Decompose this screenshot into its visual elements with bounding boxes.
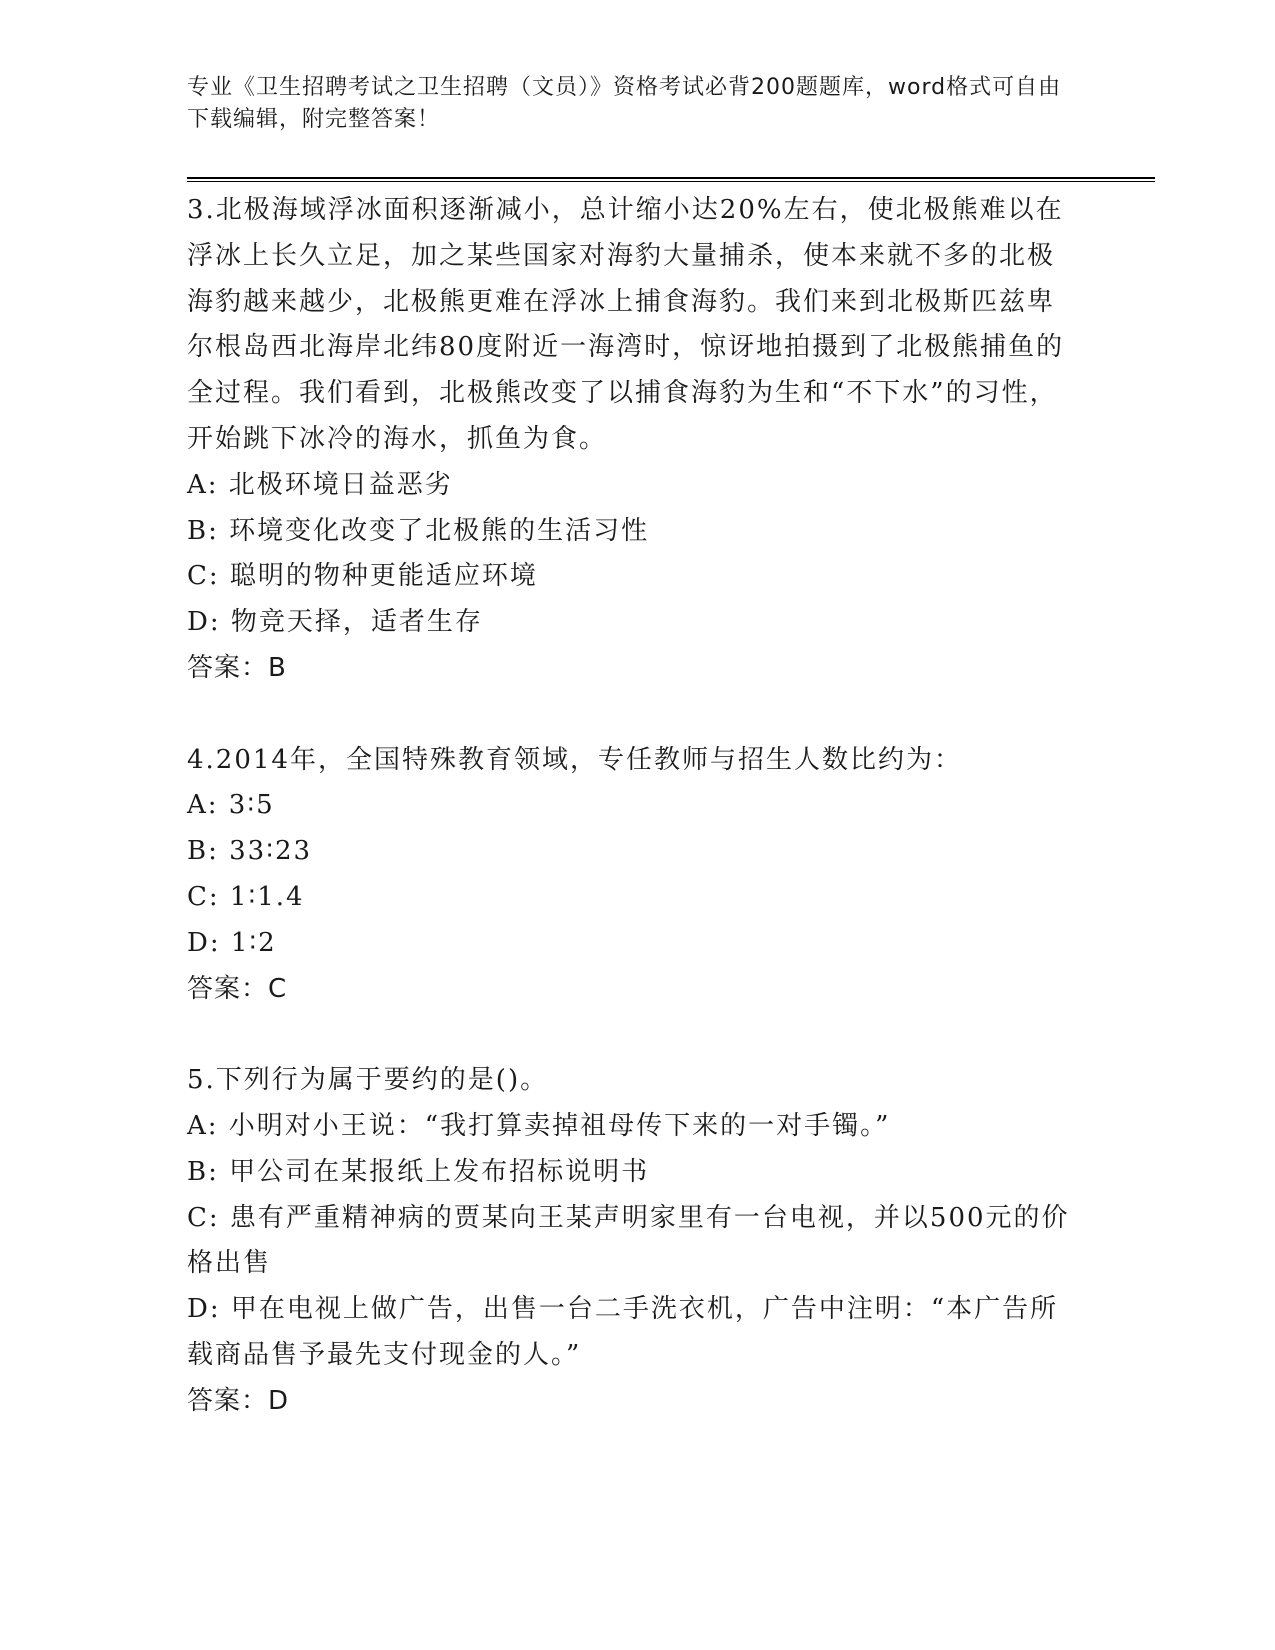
answer-label: 答案：B: [187, 652, 287, 683]
document-header: 专业《卫生招聘考试之卫生招聘（文员）》资格考试必背200题题库，word格式可自由下载编辑，附完整答案！: [187, 75, 1062, 132]
question-5: [187, 1058, 1082, 1424]
option-b: B: 甲公司在某报纸上发布招标说明书: [187, 1156, 650, 1187]
option-d: D: 甲在电视上做广告，出售一台二手洗衣机，广告中注明：“本广告所载商品售予最先支付现金的人。”: [187, 1294, 1059, 1370]
header-divider: [187, 177, 1155, 182]
answer-label: 答案：C: [187, 973, 288, 1004]
question-stem: 4.2014年，全国特殊教育领域，专任教师与招生人数比约为：: [187, 744, 962, 775]
option-c: C: 1∶1.4: [187, 881, 305, 912]
question-list: [187, 188, 1082, 1425]
option-a: A: 3∶5: [187, 790, 275, 821]
option-a: A: 小明对小王说：“我打算卖掉祖母传下来的一对手镯。”: [187, 1110, 891, 1141]
question-3: [187, 188, 1082, 692]
option-b: B: 33∶23: [187, 836, 313, 867]
option-d: D: 1∶2: [187, 927, 277, 958]
question-stem: 3.北极海域浮冰面积逐渐减小，总计缩小达20%左右，使北极熊难以在浮冰上长久立足，加之某些国家对海豹大量捕杀，使本来就不多的北极海豹越来越少，北极熊更难在浮冰上捕食海豹。我们来到北极斯匹兹卑尔根岛西北海岸北纬80度附近一海湾时，惊讶地拍摄到了北极熊捕鱼的全过程。我们看到，北极熊改变了以捕食海豹为生和“不下水”的习性，开始跳下冰冷的海水，抓鱼为食。: [187, 195, 1065, 454]
answer-label: 答案：D: [187, 1385, 290, 1416]
option-a: A: 北极环境日益恶劣: [187, 469, 453, 500]
question-stem: 5.下列行为属于要约的是()。: [187, 1065, 549, 1096]
option-c: C: 聪明的物种更能适应环境: [187, 561, 538, 592]
question-4: [187, 738, 1082, 1013]
option-d: D: 物竞天择，适者生存: [187, 607, 483, 638]
option-c: C: 患有严重精神病的贾某向王某声明家里有一台电视，并以500元的价格出售: [187, 1202, 1070, 1279]
option-b: B: 环境变化改变了北极熊的生活习性: [187, 515, 650, 546]
